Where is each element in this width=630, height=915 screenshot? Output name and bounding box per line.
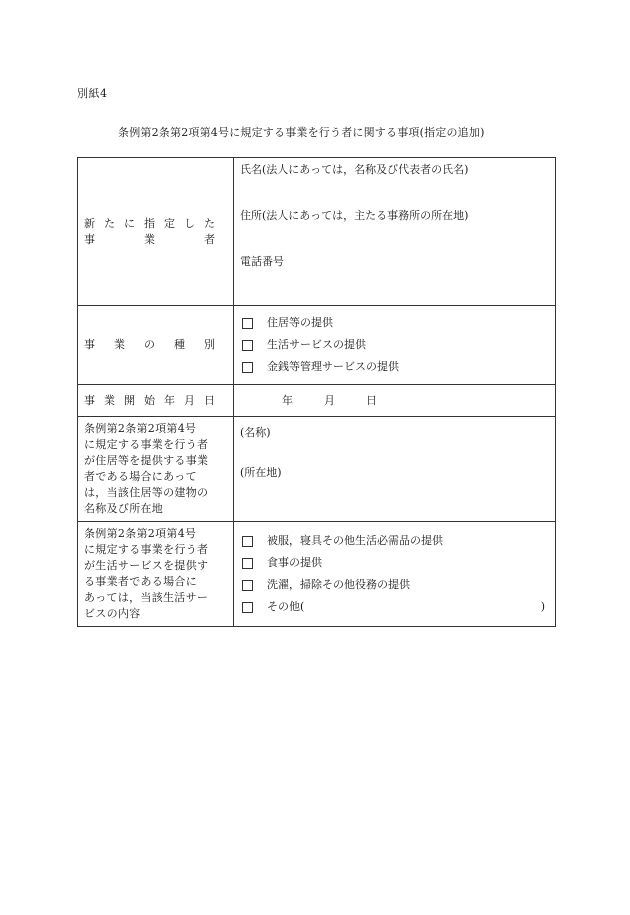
label-line: は，当該住居等の建物の <box>84 486 209 499</box>
checkbox[interactable] <box>242 318 253 329</box>
label-line: 者である場合にあって <box>84 470 197 483</box>
row-life-services <box>78 522 556 627</box>
day-label: 日 <box>366 393 377 407</box>
value-business-type <box>234 306 556 385</box>
label-char: 始 <box>144 393 155 407</box>
document-title: 条例第2条第2項第4号に規定する事業を行う者に関する事項(指定の追加) <box>118 126 485 139</box>
name-field[interactable]: 氏名(法人にあっては，名称及び代表者の氏名) <box>240 163 469 176</box>
attachment-label: 別紙4 <box>77 87 108 100</box>
year-label: 年 <box>282 393 293 407</box>
option-label: 金銭等管理サービスの提供 <box>267 360 399 373</box>
checkbox[interactable] <box>242 602 253 613</box>
label-life-services <box>78 522 234 627</box>
label-char: 年 <box>164 393 175 407</box>
label-char: 日 <box>204 393 215 407</box>
option-meals[interactable] <box>240 552 549 574</box>
label-char: 月 <box>184 393 195 407</box>
label-char: た <box>204 216 215 230</box>
label-line <box>84 337 215 353</box>
label-line-2 <box>84 232 215 248</box>
label-char: た <box>104 216 115 230</box>
label-char: 種 <box>174 338 185 351</box>
checkbox[interactable] <box>242 580 253 591</box>
label-line: ビスの内容 <box>84 607 141 620</box>
label-line-1 <box>84 216 215 232</box>
label-char: し <box>184 216 195 230</box>
label-char: 業 <box>104 393 115 407</box>
start-date-field[interactable] <box>234 385 556 417</box>
label-line: 条例第2条第2項第4号 <box>84 422 197 435</box>
address-field[interactable]: 住所(法人にあっては，主たる事務所の所在地) <box>240 209 469 222</box>
other-label: その他( <box>267 600 305 613</box>
label-line: に規定する事業を行う者 <box>84 438 209 451</box>
label-char: 事 <box>84 338 95 351</box>
label-char: 指 <box>144 216 155 230</box>
label-line: 名称及び所在地 <box>84 502 164 515</box>
label-char: 者 <box>204 232 215 246</box>
checkbox[interactable] <box>242 558 253 569</box>
label-char: 業 <box>144 232 155 246</box>
label-char: の <box>144 338 155 351</box>
label-housing-building <box>78 417 234 522</box>
label-business-type <box>78 306 234 385</box>
label-line <box>84 393 215 409</box>
month-label: 月 <box>324 393 335 407</box>
option-label: 食事の提供 <box>267 556 322 569</box>
label-line: 条例第2条第2項第4号 <box>84 527 197 540</box>
row-new-designee <box>78 158 556 306</box>
label-char: に <box>124 216 135 230</box>
option-laundry-cleaning[interactable] <box>240 574 549 596</box>
form-table <box>77 157 556 627</box>
checkbox[interactable] <box>242 362 253 373</box>
option-other[interactable] <box>240 596 549 618</box>
option-life-service[interactable] <box>240 334 549 356</box>
label-line: に規定する事業を行う者 <box>84 543 209 556</box>
label-char: 事 <box>84 232 95 246</box>
building-name-field[interactable]: (名称) <box>240 426 271 439</box>
option-label: 生活サービスの提供 <box>267 338 366 351</box>
phone-field[interactable]: 電話番号 <box>240 255 284 268</box>
label-char: 定 <box>164 216 175 230</box>
label-char: 開 <box>124 393 135 407</box>
option-label: 被服，寝具その他生活必需品の提供 <box>267 534 443 547</box>
option-label: 住居等の提供 <box>267 316 333 329</box>
option-necessities[interactable] <box>240 530 549 552</box>
value-life-services <box>234 522 556 627</box>
building-address-field[interactable]: (所在地) <box>240 466 282 479</box>
row-business-type <box>78 306 556 385</box>
row-housing-building <box>78 417 556 522</box>
label-new-designee <box>78 158 234 306</box>
label-char: 別 <box>204 338 215 351</box>
label-line: が生活サービスを提供す <box>84 559 209 572</box>
option-label: 洗濯，掃除その他役務の提供 <box>267 578 410 591</box>
label-start-date <box>78 385 234 417</box>
label-line: あっては，当該生活サー <box>84 591 209 604</box>
option-money-management[interactable] <box>240 356 549 378</box>
label-line: が住居等を提供する事業 <box>84 454 209 467</box>
other-close-paren: ) <box>540 600 545 613</box>
label-line: る事業者である場合に <box>84 575 197 588</box>
row-start-date <box>78 385 556 417</box>
value-housing-building <box>234 417 556 522</box>
label-char: 事 <box>84 393 95 407</box>
checkbox[interactable] <box>242 536 253 547</box>
checkbox[interactable] <box>242 340 253 351</box>
label-char: 業 <box>114 338 125 351</box>
value-new-designee[interactable] <box>234 158 556 306</box>
option-housing[interactable] <box>240 312 549 334</box>
label-char: 新 <box>84 216 95 230</box>
